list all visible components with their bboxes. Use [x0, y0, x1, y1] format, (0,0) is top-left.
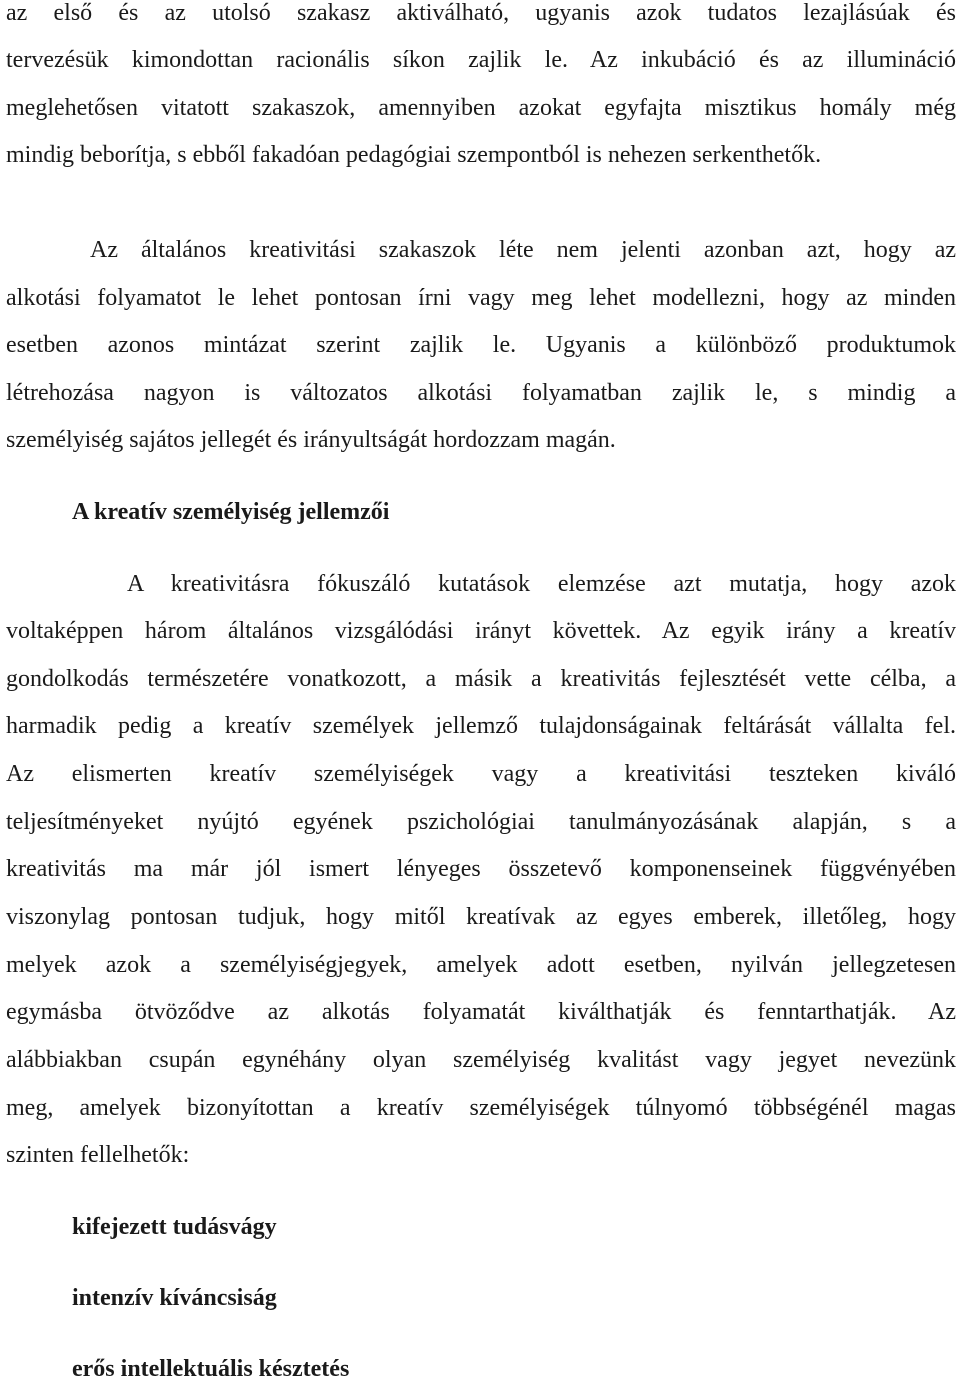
paragraph-3-line-8: viszonylag pontosan tudjuk, hogy mitől kreatívak az egyes emberek, illetőleg, hogy: [6, 904, 956, 930]
paragraph-3-line-7: kreativitás ma már jól ismert lényeges összetevő komponenseinek függvényében: [6, 856, 956, 882]
paragraph-2-line-2: alkotási folyamatot le lehet pontosan írni vagy meg lehet modellezni, hogy az minden: [6, 285, 956, 311]
paragraph-2-line-1: Az általános kreativitási szakaszok léte nem jelenti azonban azt, hogy az: [90, 237, 956, 263]
paragraph-3-line-1: A kreativitásra fókuszáló kutatások elemzése azt mutatja, hogy azok: [127, 571, 956, 597]
paragraph-3-line-4: harmadik pedig a kreatív személyek jellemző tulajdonságainak feltárását vállalta fel.: [6, 713, 956, 739]
paragraph-3-line-10: egymásba ötvöződve az alkotás folyamatát kiválthatják és fenntarthatják. Az: [6, 999, 956, 1025]
paragraph-3-line-9: melyek azok a személyiségjegyek, amelyek adott esetben, nyilván jellegzetesen: [6, 952, 956, 978]
paragraph-3-line-2: voltaképpen három általános vizsgálódási irányt követtek. Az egyik irány a kreatív: [6, 618, 956, 644]
section-heading: A kreatív személyiség jellemzői: [72, 499, 390, 525]
paragraph-1-line-4: mindig beborítja, s ebből fakadóan pedagógiai szempontból is nehezen serkenthetők.: [6, 142, 822, 168]
trait-item: intenzív kíváncsiság: [72, 1285, 277, 1311]
paragraph-3-line-11: alábbiakban csupán egynéhány olyan személyiség kvalitást vagy jegyet nevezünk: [6, 1047, 956, 1073]
paragraph-2-line-5: személyiség sajátos jellegét és irányultságát hordozzam magán.: [6, 427, 616, 453]
paragraph-3-line-6: teljesítményeket nyújtó egyének pszichológiai tanulmányozásának alapján, s a: [6, 809, 956, 835]
paragraph-2-line-3: esetben azonos mintázat szerint zajlik le. Ugyanis a különböző produktumok: [6, 332, 956, 358]
paragraph-1-line-3: meglehetősen vitatott szakaszok, amennyiben azokat egyfajta misztikus homály még: [6, 95, 956, 121]
trait-item: kifejezett tudásvágy: [72, 1214, 277, 1240]
paragraph-3-line-3: gondolkodás természetére vonatkozott, a másik a kreativitás fejlesztését vette célba, a: [6, 666, 956, 692]
paragraph-3-line-13: szinten fellelhetők:: [6, 1142, 190, 1168]
paragraph-1-line-2: tervezésük kimondottan racionális síkon zajlik le. Az inkubáció és az illumináció: [6, 47, 956, 73]
trait-item: erős intellektuális késztetés: [72, 1356, 350, 1382]
paragraph-1-line-1: az első és az utolsó szakasz aktiválható, ugyanis azok tudatos lezajlásúak és: [6, 0, 956, 26]
paragraph-3-line-5: Az elismerten kreatív személyiségek vagy a kreativitási teszteken kiváló: [6, 761, 956, 787]
paragraph-3-line-12: meg, amelyek bizonyítottan a kreatív személyiségek túlnyomó többségénél magas: [6, 1095, 956, 1121]
paragraph-2-line-4: létrehozása nagyon is változatos alkotási folyamatban zajlik le, s mindig a: [6, 380, 956, 406]
